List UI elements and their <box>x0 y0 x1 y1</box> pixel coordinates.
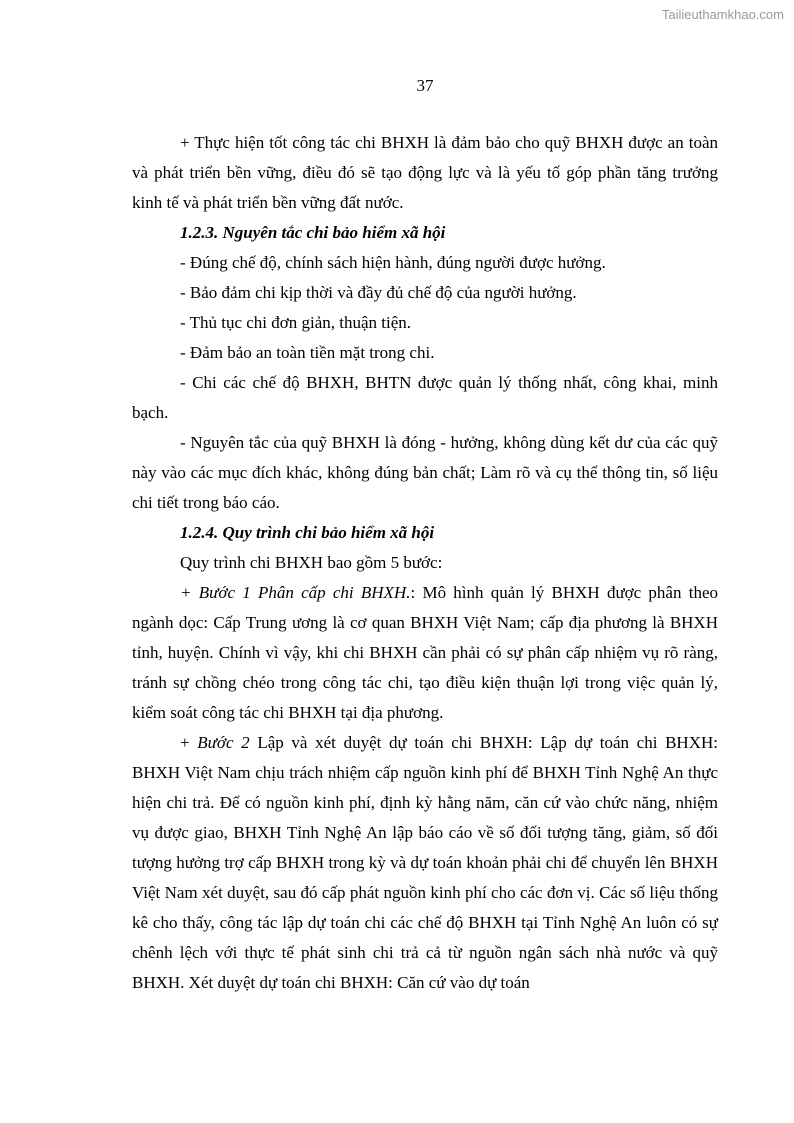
step-2-paragraph <box>132 728 718 998</box>
watermark: Tailieuthamkhao.com <box>661 7 784 22</box>
step-2-label: Bước 2 <box>197 733 250 752</box>
step-1-label: + Bước 1 Phân cấp chi BHXH. <box>180 583 411 602</box>
step-2-prefix: + <box>180 733 198 752</box>
section-heading-1-2-3: 1.2.3. Nguyên tắc chi bảo hiểm xã hội <box>180 223 446 242</box>
principle-item: - Đảm bảo an toàn tiền mặt trong chi. <box>180 343 435 362</box>
step-1-text: : Mô hình quản lý BHXH được phân theo ngành dọc: Cấp Trung ương là cơ quan BHXH Việt Nam; cấp địa phương là BHXH tỉnh, huyện. Chính vì vậy, khi chi BHXH cần phải có sự phân cấp nhiệm vụ rõ ràng, tránh sự chồng chéo trong công tác chi, tạo điều kiện thuận lợi trong việc quản lý, kiểm soát công tác chi BHXH tại địa phương. <box>132 583 718 722</box>
step-2-text: Lập và xét duyệt dự toán chi BHXH: Lập dự toán chi BHXH: BHXH Việt Nam chịu trách nhiệm cấp nguồn kinh phí để BHXH Tỉnh Nghệ An thực hiện chi trả. Để có nguồn kinh phí, định kỳ hằng năm, căn cứ vào chức năng, nhiệm vụ được giao, BHXH Tỉnh Nghệ An lập báo cáo về số đối tượng tăng, giảm, số đối tượng hưởng trợ cấp BHXH trong kỳ và dự toán khoản phải chi để chuyển lên BHXH Việt Nam xét duyệt, sau đó cấp phát nguồn kinh phí cho các đơn vị. Các số liệu thống kê cho thấy, công tác lập dự toán chi các chế độ BHXH tại Tỉnh Nghệ An luôn có sự chênh lệch với thực tế phát sinh chi trả cả từ nguồn ngân sách nhà nước và quỹ BHXH. Xét duyệt dự toán chi BHXH: Căn cứ vào dự toán <box>132 733 718 992</box>
principle-item: - Thủ tục chi đơn giản, thuận tiện. <box>180 313 412 332</box>
page-number: 37 <box>416 76 434 95</box>
paragraph-sustainability: + Thực hiện tốt công tác chi BHXH là đảm bảo cho quỹ BHXH được an toàn và phát triển bền vững, điều đó sẽ tạo động lực và là yếu tố góp phần tăng trưởng kinh tế và phát triển bền vững đất nước. <box>132 133 718 212</box>
principle-item: - Đúng chế độ, chính sách hiện hành, đúng người được hưởng. <box>180 253 606 272</box>
step-1-paragraph <box>132 578 718 728</box>
section-heading-1-2-4: 1.2.4. Quy trình chi bảo hiểm xã hội <box>180 523 435 542</box>
principle-item: - Nguyên tắc của quỹ BHXH là đóng - hưởng, không dùng kết dư của các quỹ này vào các mục đích khác, không đúng bản chất; Làm rõ và cụ thể thông tin, số liệu chi tiết trong báo cáo. <box>132 433 718 512</box>
process-intro: Quy trình chi BHXH bao gồm 5 bước: <box>180 553 443 572</box>
document-body <box>132 128 718 998</box>
principle-item: - Chi các chế độ BHXH, BHTN được quản lý thống nhất, công khai, minh bạch. <box>132 373 718 422</box>
principle-item: - Bảo đảm chi kịp thời và đầy đủ chế độ của người hưởng. <box>180 283 577 302</box>
